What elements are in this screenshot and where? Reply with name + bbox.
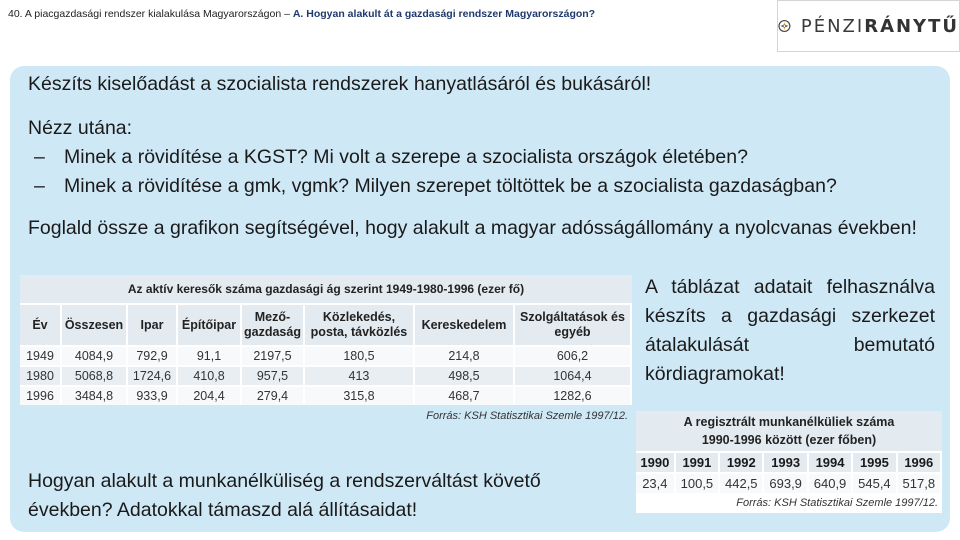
table-cell: 100,5 [676,472,720,493]
table-cell: 1996 [20,385,62,405]
table-row [20,345,632,365]
year-header: 1992 [720,451,764,472]
logo-text [801,16,959,37]
table-cell: 5068,8 [62,365,128,385]
table-cell: 23,4 [636,472,676,493]
table-row [20,365,632,385]
column-header: Kereskedelem [415,303,515,345]
table-cell: 413 [305,365,415,385]
table-caption-line: 1990-1996 között (ezer főben) [701,433,877,447]
column-header: Év [20,303,62,345]
year-header: 1995 [853,451,897,472]
table-cell: 204,4 [178,385,242,405]
table-cell: 4084,9 [62,345,128,365]
table-source: Forrás: KSH Statisztikai Szemle 1997/12. [20,405,632,427]
task-research-intro: Nézz utána: [28,117,133,139]
task-debt-summary: Foglald össze a grafikon segítségével, hogy alakult a magyar adósságállomány a nyolcvanas években! [28,217,917,239]
compass-icon [778,13,791,39]
logo-text-bold: RÁNYTŰ [864,15,959,37]
table-caption-line: A regisztrált munkanélküliek száma [683,415,895,429]
table-header-row [20,303,632,345]
table-source: Forrás: KSH Statisztikai Szemle 1997/12. [636,493,942,513]
table-cell: 957,5 [242,365,305,385]
task-presentation: Készíts kiselőadást a szocialista rendszerek hanyatlásáról és bukásáról! [28,73,652,95]
table-cell: 315,8 [305,385,415,405]
task-research-item: – Minek a rövidítése a KGST? Mi volt a szerepe a szocialista országok életében? [34,146,748,168]
table-cell: 640,9 [809,472,853,493]
task-pie-charts: A táblázat adatait felhasználva készíts a gazdasági szerkezet átalakulását bemutató kördiagramokat! [645,276,935,385]
task-research-item-text: Minek a rövidítése a gmk, vgmk? Milyen szerepet töltöttek be a szocialista gazdaságban? [64,175,837,197]
table-cell: 933,9 [128,385,178,405]
penziranytu-logo [777,0,960,52]
table-cell: 214,8 [415,345,515,365]
table-caption [636,411,942,451]
task-research [28,114,928,201]
table-cell: 606,2 [515,345,632,365]
table-header-row [636,451,942,472]
table-caption: Az aktív keresők száma gazdasági ág szerint 1949-1980-1996 (ezer fő) [20,275,632,303]
logo-text-regular: PÉNZI [800,15,865,37]
table-cell: 91,1 [178,345,242,365]
year-header: 1991 [676,451,720,472]
table-cell: 468,7 [415,385,515,405]
column-header: Ipar [128,303,178,345]
column-header: Közlekedés, posta, távközlés [305,303,415,345]
table-cell: 180,5 [305,345,415,365]
table-cell: 1282,6 [515,385,632,405]
table-cell: 792,9 [128,345,178,365]
table-cell: 279,4 [242,385,305,405]
column-header: Mező-gazdaság [242,303,305,345]
page-header-title [8,8,595,20]
table-cell: 517,8 [898,472,942,493]
column-header: Építőipar [178,303,242,345]
unemployment-table [636,411,942,513]
year-header: 1994 [809,451,853,472]
column-header: Összesen [62,303,128,345]
table-cell: 1980 [20,365,62,385]
table-cell: 442,5 [720,472,764,493]
table-cell: 1949 [20,345,62,365]
table-grid [636,451,942,493]
table-row [20,385,632,405]
table-cell: 1724,6 [128,365,178,385]
header-title-main: 40. A piacgazdasági rendszer kialakulása Magyarországon – [8,8,293,20]
year-header: 1993 [764,451,808,472]
column-header: Szolgáltatások és egyéb [515,303,632,345]
task-research-item-text: Minek a rövidítése a KGST? Mi volt a szerepe a szocialista országok életében? [64,146,748,168]
table-cell: 410,8 [178,365,242,385]
task-unemployment: Hogyan alakult a munkanélküliség a rendszerváltást követő években? Adatokkal támaszd alá állításaidat! [28,470,541,521]
table-cell: 3484,8 [62,385,128,405]
table-grid [20,303,632,405]
active-earners-table [20,275,632,427]
table-cell: 2197,5 [242,345,305,365]
table-cell: 693,9 [764,472,808,493]
year-header: 1990 [636,451,676,472]
year-header: 1996 [898,451,942,472]
header-title-sub: A. Hogyan alakult át a gazdasági rendszer Magyarországon? [292,8,596,20]
table-cell: 545,4 [853,472,897,493]
table-row [636,472,942,493]
table-cell: 498,5 [415,365,515,385]
task-research-item: – Minek a rövidítése a gmk, vgmk? Milyen szerepet töltöttek be a szocialista gazdaságban? [34,175,837,197]
table-cell: 1064,4 [515,365,632,385]
